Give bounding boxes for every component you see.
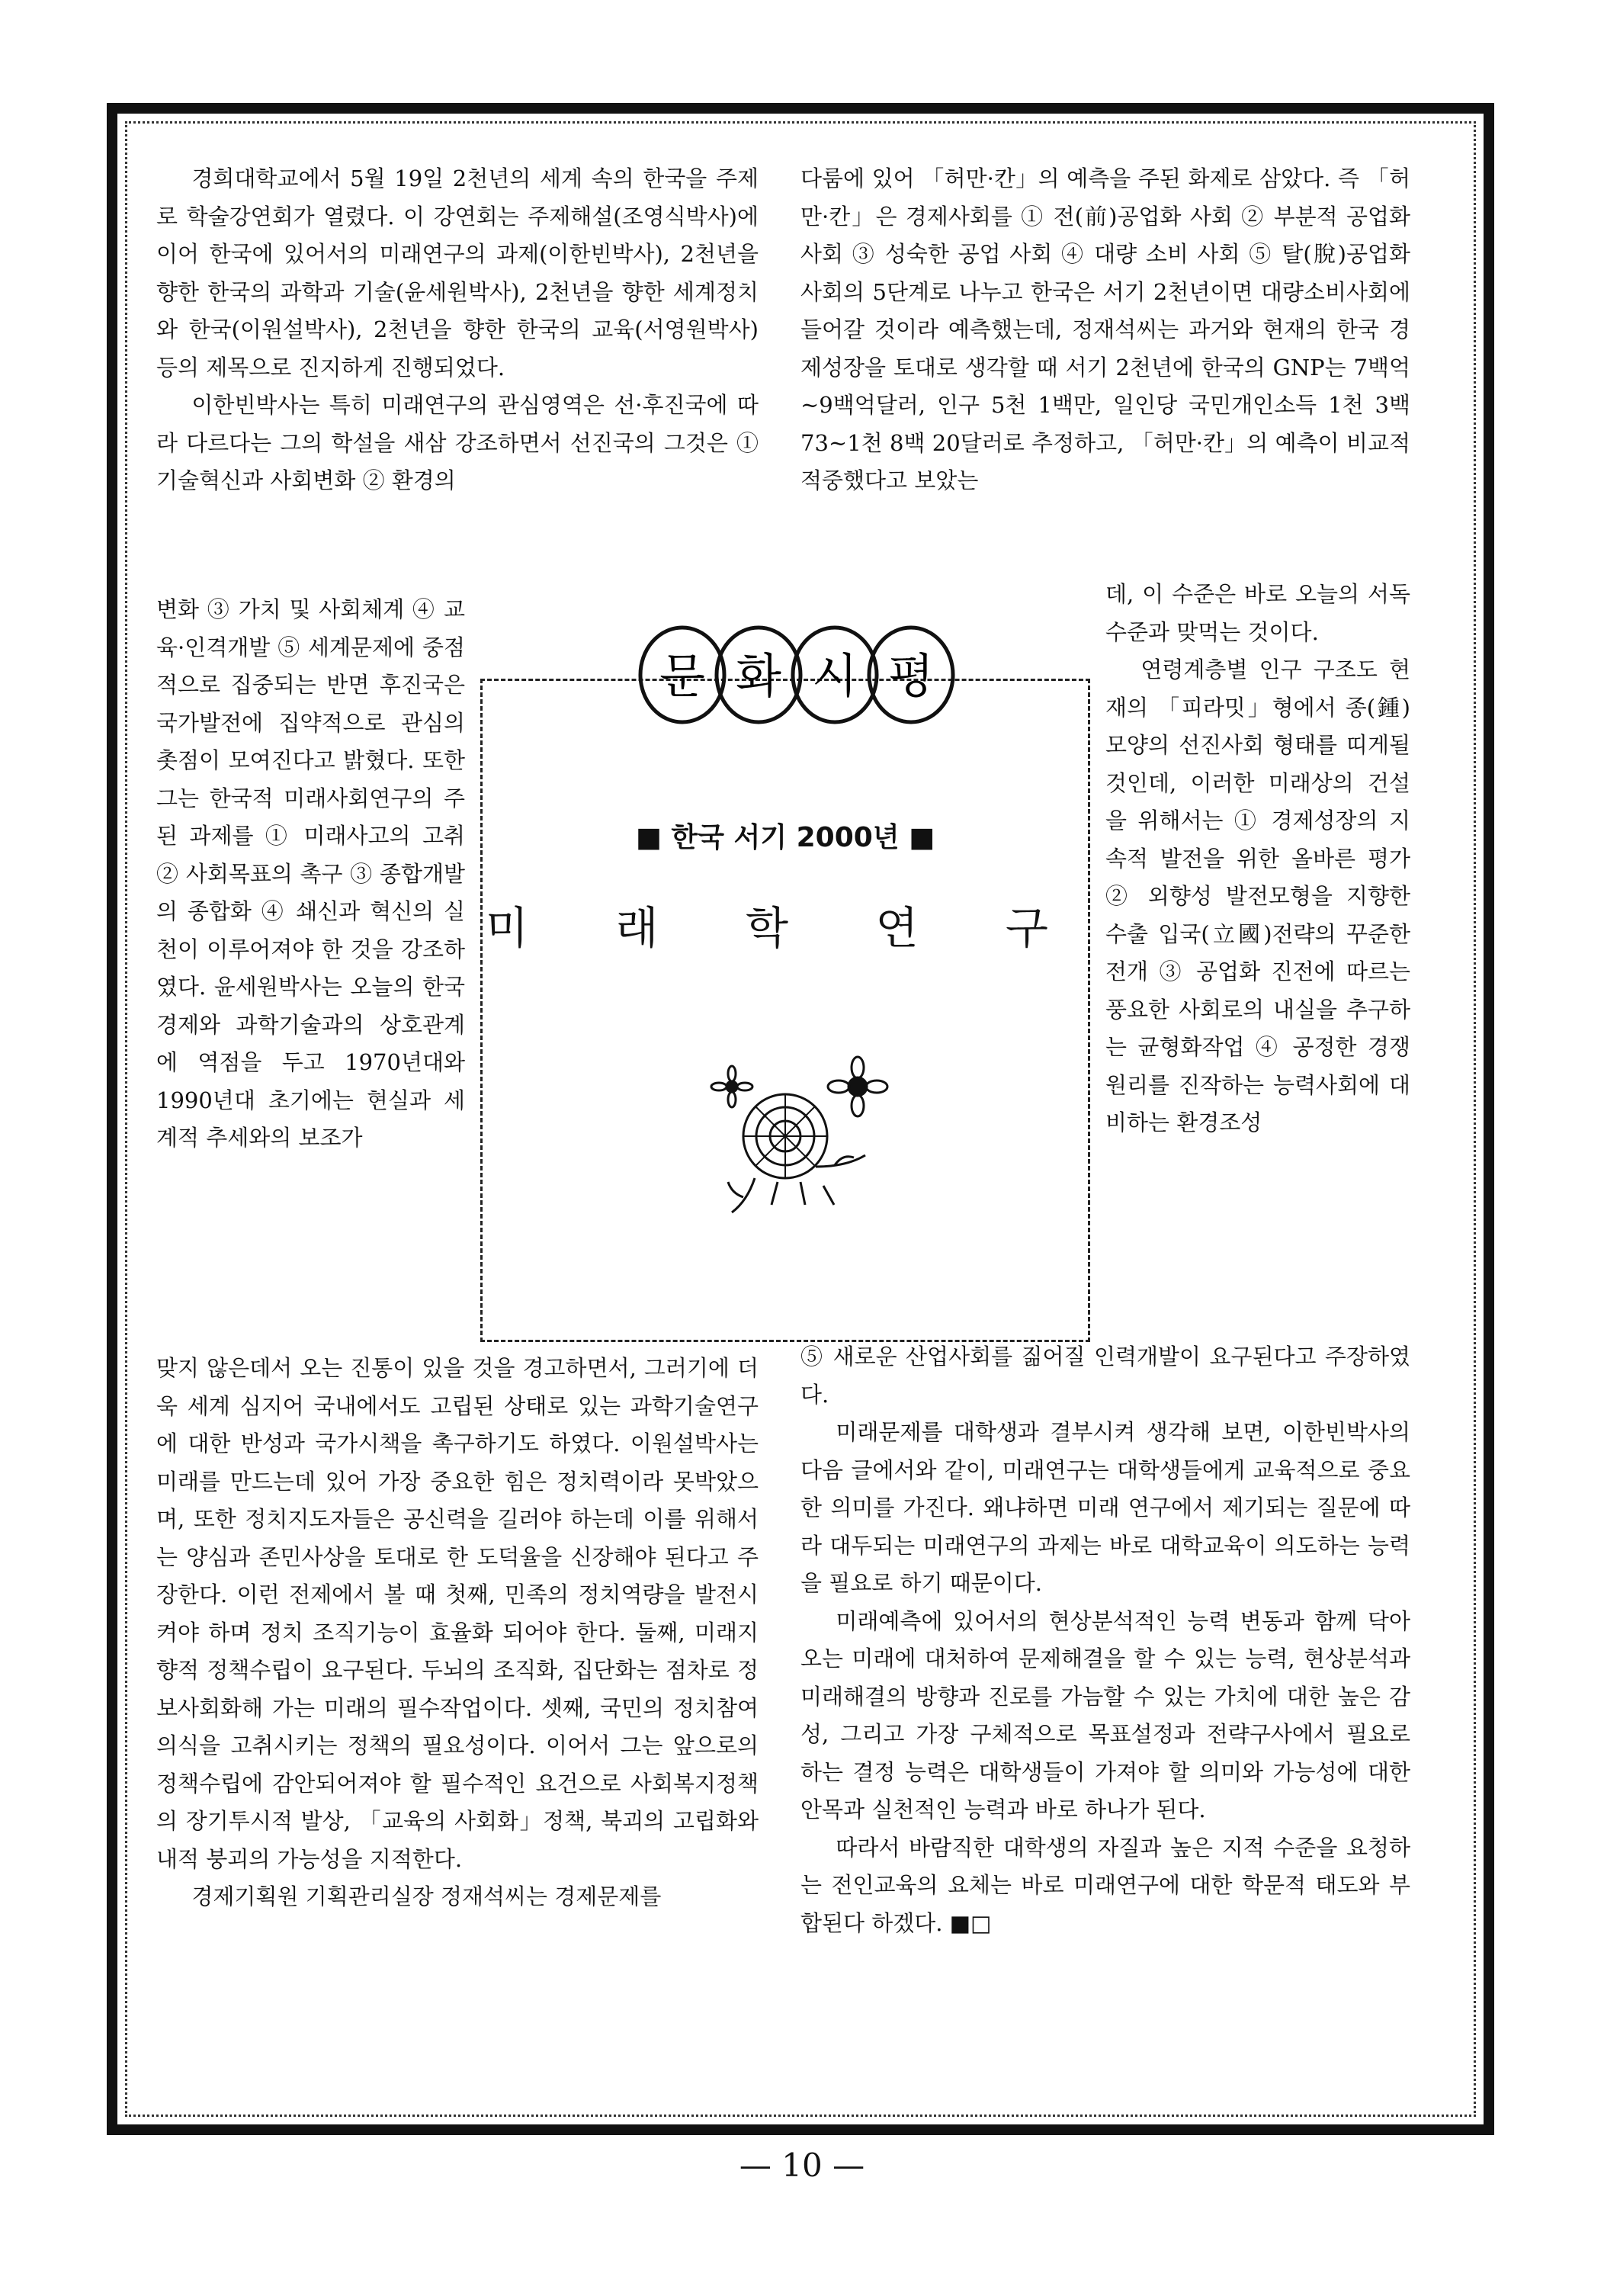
paragraph: 미래문제를 대학생과 결부시켜 생각해 보면, 이한빈박사의 다음 글에서와 같이, 미래연구는 대학생들에게 교육적으로 중요한 의미를 가진다. 왜냐하면 미래 연구에서 제기되는 질문에 따라 대두되는 미래연구의 과제는 바로 대학교육이 의도하는 능력을 필요로 하기 때문이다. xyxy=(800,1419,1410,1596)
paragraph: 경희대학교에서 5월 19일 2천년의 세계 속의 한국을 주제로 학술강연회가 열렸다. 이 강연회는 주제해설(조영식박사)에 이어 한국에 있어서의 미래연구의 과제(이한빈박사), 2천년을 향한 한국의 과학과 기술(윤세원박사), 2천년을 향한 세계정치와 한국(이원설박사), 2천년을 향한 한국의 교육(서영원박사)등의 제목으로 진지하게 진행되었다. xyxy=(156,165,759,381)
column-label-char: 문 xyxy=(659,648,705,704)
headline: ■ 한국 서기 2000년 ■ xyxy=(635,822,935,853)
paragraph: 이한빈박사는 특히 미래연구의 관심영역은 선·후진국에 따라 다르다는 그의 학설을 새삼 강조하면서 선진국의 그것은 ① 기술혁신과 사회변화 ② 환경의 xyxy=(156,392,759,493)
paragraph: 맞지 않은데서 오는 진통이 있을 것을 경고하면서, 그러기에 더욱 세계 심지어 국내에서도 고립된 상태로 있는 과학기술연구에 대한 반성과 국가시책을 촉구하기도 하였다. 이원설박사는 미래를 만드는데 있어 가장 중요한 힘은 정치력이라 못박았으며, 또한 정치지도자들은 공신력을 길러야 하는데 이를 위해서는 양심과 존민사상을 토대로 한 도덕율을 신장해야 된다고 주장한다. 이런 전제에서 볼 때 첫째, 민족의 정치역량을 발전시켜야 하며 정치 조직기능이 효율화 되어야 한다. 둘째, 미래지향적 정책수립이 요구된다. 두뇌의 조직화, 집단화는 점차로 정보사회화해 가는 미래의 필수작업이다. 셋째, 국민의 정치참여의식을 고취시키는 정책의 필요성이다. 이어서 그는 앞으로의 정책수립에 감안되어져야 할 필수적인 요건으로 사회복지정책의 장기투시적 발상, 「교육의 사회화」정책, 북괴의 고립화와 내적 붕괴의 가능성을 지적한다. xyxy=(156,1355,759,1872)
right-column-bottom-text xyxy=(800,1338,1410,1942)
page-number: — 10 — xyxy=(739,2147,865,2184)
article-title: 미 래 학 연 구 xyxy=(486,902,1085,954)
column-label-char: 화 xyxy=(736,648,781,704)
chrysanthemum-illustration xyxy=(701,1052,900,1220)
left-column-bottom-text xyxy=(156,1350,759,1916)
right-column-narrow-text xyxy=(1105,576,1410,1142)
paragraph: 연령계층별 인구 구조도 현재의 「피라밋」형에서 종(鍾) 모양의 선진사회 형태를 띠게될 것인데, 이러한 미래상의 건설을 위해서는 ① 경제성장의 지속적 발전을 위한 올바른 평가 ② 외향성 발전모형을 지향한 수출 입국(立國)전략의 꾸준한 전개 ③ 공업화 진전에 따르는 풍요한 사회로의 내실을 추구하는 균형화작업 ④ 공정한 경쟁원리를 진작하는 능력사회에 대비하는 환경조성 xyxy=(1105,657,1410,1135)
column-label-char: 시 xyxy=(812,648,858,704)
paragraph: 변화 ③ 가치 및 사회체계 ④ 교육·인격개발 ⑤ 세계문제에 중점적으로 집중되는 반면 후진국은 국가발전에 집약적으로 관심의 촛점이 모여진다고 밝혔다. 또한 그는 한국적 미래사회연구의 주된 과제를 ① 미래사고의 고취 ② 사회목표의 촉구 ③ 종합개발의 종합화 ④ 쇄신과 혁신의 실천이 이루어져야 한 것을 강조하였다. 윤세원박사는 오늘의 한국경제와 과학기술과의 상호관계에 역점을 두고 1970년대와 1990년대 초기에는 현실과 세계적 추세와의 보조가 xyxy=(156,596,465,1151)
column-label-char: 평 xyxy=(888,648,934,704)
left-column-narrow-text xyxy=(156,591,465,1158)
column-label-rings xyxy=(637,618,957,732)
right-column-top-text xyxy=(800,160,1410,500)
paragraph: ⑤ 새로운 산업사회를 짊어질 인력개발이 요구된다고 주장하였다. xyxy=(800,1344,1410,1408)
paragraph: 다룸에 있어 「허만·칸」의 예측을 주된 화제로 삼았다. 즉 「허만·칸」은 경제사회를 ① 전(前)공업화 사회 ② 부분적 공업화 사회 ③ 성숙한 공업 사회 ④ 대량 소비 사회 ⑤ 탈(脫)공업화 사회의 5단계로 나누고 한국은 서기 2천년이면 대량소비사회에 들어갈 것이라 예측했는데, 정재석씨는 과거와 현재의 한국 경제성장을 토대로 생각할 때 서기 2천년에 한국의 GNP는 7백억~9백억달러, 인구 5천 1백만, 일인당 국민개인소득 1천 3백 73~1천 8백 20달러로 추정하고, 「허만·칸」의 예측이 비교적 적중했다고 보았는 xyxy=(800,165,1410,493)
left-column-top-text xyxy=(156,160,759,500)
paragraph: 따라서 바람직한 대학생의 자질과 높은 지적 수준을 요청하는 전인교육의 요체는 바로 미래연구에 대한 학문적 태도와 부합된다 하겠다. ■□ xyxy=(800,1834,1410,1936)
title-box xyxy=(480,679,1090,1342)
paragraph: 미래예측에 있어서의 현상분석적인 능력 변동과 함께 닥아오는 미래에 대처하여 문제해결을 할 수 있는 능력, 현상분석과 미래해결의 방향과 진로를 가늠할 수 있는 가치에 대한 높은 감성, 그리고 가장 구체적으로 목표설정과 전략구사에서 필요로 하는 결정 능력은 대학생들이 가져야 할 의미와 가능성에 대한 안목과 실천적인 능력과 바로 하나가 된다. xyxy=(800,1607,1410,1822)
paragraph: 데, 이 수준은 바로 오늘의 서독수준과 맞먹는 것이다. xyxy=(1105,581,1410,645)
paragraph: 경제기획원 기획관리실장 정재석씨는 경제문제를 xyxy=(191,1883,662,1909)
